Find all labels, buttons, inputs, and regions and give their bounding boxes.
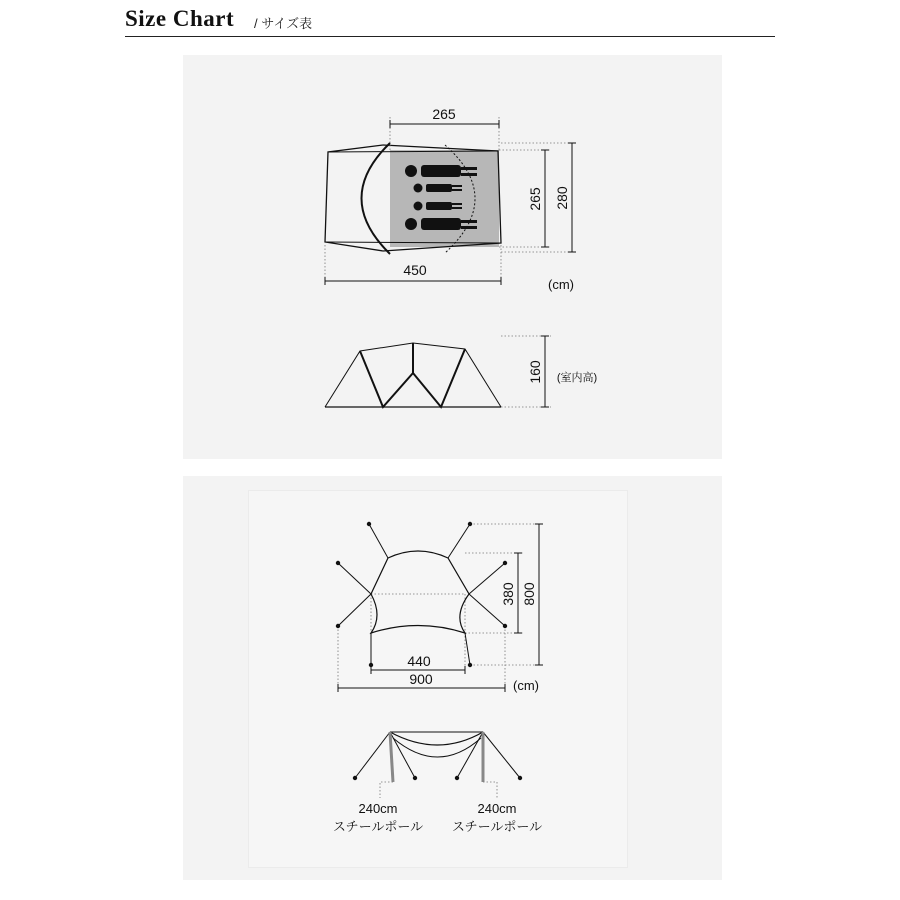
tarp-diagram bbox=[183, 476, 722, 880]
dim-depth-label: 280 bbox=[554, 186, 570, 210]
tarp-side-view bbox=[355, 732, 520, 798]
tarp-unit-label: (cm) bbox=[513, 678, 539, 693]
tarp-top-view bbox=[338, 524, 505, 665]
dim-length-label: 450 bbox=[403, 262, 427, 278]
tarp-dim-inner-width-label: 440 bbox=[407, 653, 431, 669]
tarp-dimension-lines bbox=[338, 524, 543, 692]
tent-unit-label: (cm) bbox=[548, 277, 574, 292]
left-pole-type-label: スチールポール bbox=[332, 819, 424, 834]
tarp-side-peg-points bbox=[353, 776, 522, 780]
height-note-label: (室内高) bbox=[556, 372, 598, 384]
tarp-dim-outer-depth-label: 800 bbox=[521, 582, 537, 606]
left-pole-length-label: 240cm bbox=[358, 801, 398, 816]
tent-diagram-panel bbox=[183, 55, 722, 459]
tent-diagram bbox=[183, 55, 722, 459]
size-chart-header bbox=[125, 6, 775, 37]
tarp-peg-points bbox=[336, 522, 507, 667]
dim-inner-width-label: 265 bbox=[432, 106, 456, 122]
tarp-dim-outer-width-label: 900 bbox=[409, 671, 433, 687]
page-title: Size Chart bbox=[125, 6, 235, 31]
left-steel-pole bbox=[390, 732, 393, 782]
tarp-diagram-panel bbox=[183, 476, 722, 880]
tarp-dim-inner-depth-label: 380 bbox=[500, 582, 516, 606]
tent-side-view bbox=[325, 343, 501, 407]
page-subtitle: / サイズ表 bbox=[254, 16, 313, 31]
dim-height-label: 160 bbox=[527, 360, 543, 384]
right-pole-length-label: 240cm bbox=[477, 801, 517, 816]
right-pole-type-label: スチールポール bbox=[451, 819, 543, 834]
front-pole-arc bbox=[362, 143, 391, 254]
tarp-dimension-guides bbox=[338, 524, 543, 691]
inner-tent-floor bbox=[390, 150, 499, 247]
dim-inner-depth-label: 265 bbox=[527, 187, 543, 211]
